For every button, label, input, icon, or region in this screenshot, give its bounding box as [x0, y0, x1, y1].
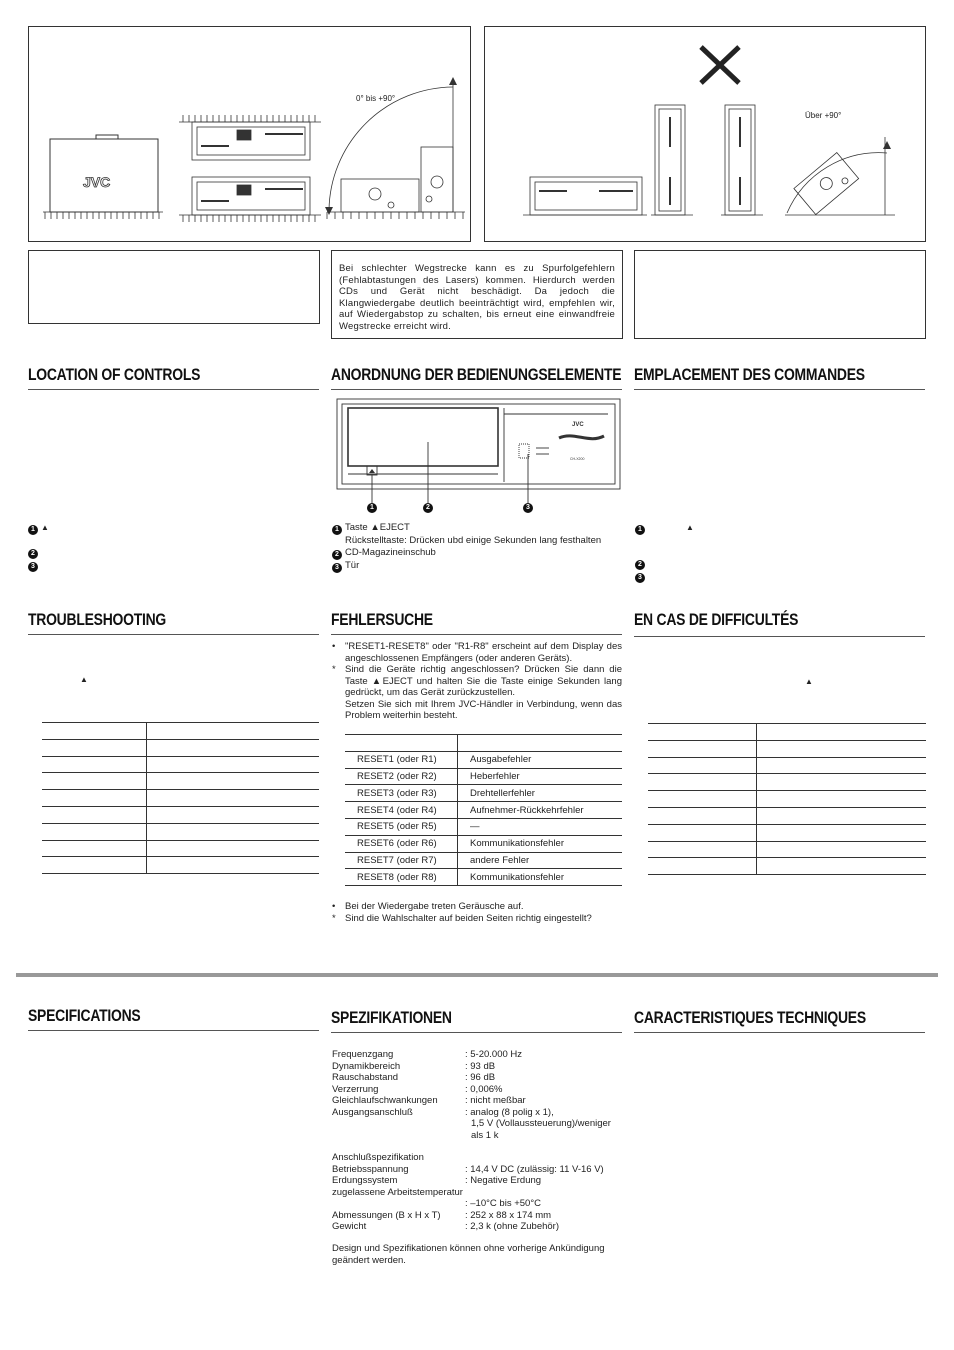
table-row: RESET4 (oder R4) Aufnehmer-Rückkehrfehler: [345, 802, 622, 819]
error-table-en: [42, 722, 319, 874]
legend-reset-desc: Rückstelltaste: Drücken ubd einige Sekunden lang festhalten: [345, 535, 602, 546]
notice-box-fr: [634, 250, 926, 339]
callout-3: 3: [523, 503, 533, 513]
spec-value: : 0,006%: [465, 1083, 503, 1095]
spec-row: Betriebsspannung: [332, 1163, 409, 1175]
spec-value: : 14,4 V DC (zulässig: 11 V-16 V): [465, 1163, 604, 1175]
section-separator: [16, 973, 938, 977]
eject-icon: ▲: [41, 523, 49, 532]
controls-legend-de: 1 Taste ▲EJECT Rückstelltaste: Drücken ubd einige Sekunden lang festhalten 2 CD-Magazineinschub 3 Tür: [332, 522, 601, 573]
divider: [28, 389, 319, 390]
heading-spezifikationen: SPEZIFIKATIONEN: [331, 1008, 452, 1027]
trouble-text-de: • "RESET1-RESET8" oder "R1-R8" erscheint auf dem Display des angeschlossenen Empfängers (oder anderen Geräts). * Sind die Geräte richtig angeschlossen? Drücken Sie dann die Taste ▲EJECT und halten Sie die Taste einige Sekunden lang gedrückt, um das Gerät zurückzustellen. Setzen Sie sich mit Ihrem JVC-Händler in Verbindung, wenn das Problem weiterhin besteht.: [332, 641, 622, 721]
spec-value: : 93 dB: [465, 1060, 496, 1072]
spec-row: Abmessungen (B x H x T): [332, 1209, 441, 1221]
legend-magazine-slot: CD-Magazineinschub: [345, 546, 436, 558]
trouble-noise-de: • Bei der Wiedergabe treten Geräusche auf. * Sind die Wahlschalter auf beiden Seiten richtig eingestellt?: [332, 901, 592, 924]
eject-icon: ▲: [80, 675, 88, 684]
table-row: RESET1 (oder R1) Ausgabefehler: [345, 751, 622, 768]
controls-legend-en: 1 ▲ 2 3: [28, 522, 49, 572]
spec-row: Frequenzgang: [332, 1049, 394, 1060]
table-row: RESET5 (oder R5) —: [345, 818, 622, 835]
callout-1: 1: [367, 503, 377, 513]
symptom-noise: Bei der Wiedergabe treten Geräusche auf.: [345, 901, 524, 912]
spec-list-de: [332, 1049, 624, 1269]
divider: [28, 1030, 319, 1031]
spec-row: Gleichlaufschwankungen: [332, 1095, 438, 1106]
unit-brand-logo: JVC: [572, 422, 584, 428]
divider: [331, 634, 622, 635]
spec-row: Erdungssystem: [332, 1175, 398, 1186]
notice-box-de: [331, 250, 623, 339]
spec-disclaimer: Design und Spezifikationen können ohne vorherige Ankündigung geändert werden.: [332, 1243, 605, 1266]
incorrect-mounting-illustration: [485, 27, 925, 241]
spec-value: : Negative Erdung: [465, 1175, 542, 1186]
mounting-diagram-right: [484, 26, 926, 242]
spec-value: : 252 x 88 x 174 mm: [465, 1209, 552, 1221]
eject-icon: ▲: [805, 677, 813, 686]
spec-value: als 1 k: [471, 1129, 499, 1141]
spec-value: : 2,3 k (ohne Zubehör): [465, 1221, 559, 1232]
spec-row: Ausgangsanschluß: [332, 1106, 413, 1118]
controls-legend-fr: 1 ▲ 2 3: [635, 522, 694, 583]
table-row: RESET2 (oder R2) Heberfehler: [345, 768, 622, 785]
spec-row: Rauschabstand: [332, 1072, 399, 1083]
callout-2: 2: [423, 503, 433, 513]
heading-location-of-controls: LOCATION OF CONTROLS: [28, 365, 201, 384]
legend-door: Tür: [345, 559, 360, 571]
spec-row: Verzerrung: [332, 1083, 379, 1095]
notice-box-en: [28, 250, 320, 324]
jvc-logo: JVC: [83, 174, 111, 190]
heading-fehlersuche: FEHLERSUCHE: [331, 610, 433, 629]
magazine-slot: [348, 408, 498, 466]
error-table-de: [345, 734, 622, 886]
table-row: RESET3 (oder R3) Drehtellerfehler: [345, 785, 622, 802]
cross-icon: [701, 47, 739, 83]
remedy-contact-dealer: Setzen Sie sich mit Ihrem JVC-Händler in Verbindung, wenn das Problem weiterhin besteht.: [345, 698, 622, 721]
mounting-angle-illustration: [29, 27, 470, 241]
divider: [634, 636, 925, 637]
mounting-diagram-left: [28, 26, 471, 242]
angle-label: 0° bis +90°: [356, 94, 396, 103]
spec-row: Gewicht: [332, 1221, 367, 1232]
spec-value: : –10°C bis +50°C: [465, 1198, 541, 1209]
spec-value: : 96 dB: [465, 1072, 496, 1083]
cd-changer-front-panel: [334, 396, 624, 516]
error-table-fr: [648, 723, 926, 875]
divider: [331, 389, 622, 390]
divider: [634, 389, 925, 390]
divider: [331, 1032, 622, 1033]
divider: [634, 1032, 925, 1033]
remedy-reset: Sind die Geräte richtig angeschlossen? Drücken Sie dann die Taste ▲EJECT und halten Sie die Taste einige Sekunden lang gedrückt, um das Gerät zurückzustellen.: [345, 664, 622, 698]
heading-caracteristiques: CARACTERISTIQUES TECHNIQUES: [634, 1008, 866, 1027]
heading-troubleshooting: TROUBLESHOOTING: [28, 610, 167, 629]
heading-en-cas-de-difficultes: EN CAS DE DIFFICULTÉS: [634, 610, 799, 629]
remedy-switches: Sind die Wahlschalter auf beiden Seiten richtig eingestellt?: [345, 912, 592, 924]
notice-text-de: Bei schlechter Wegstrecke kann es zu Spurfolgefehlern (Fehlabtastungen des Lasers) kommen. Hierdurch werden CDs und Gerät nicht beschädigt. Da jedoch die Klangwiedergabe deutlich beeinträchtigt wird, empfehlen wir, auf Wiedergabstop zu schalten, bis erneut eine einwandfreie Wegstrecke erreicht wird.: [339, 263, 615, 332]
table-row: RESET7 (oder R7) andere Fehler: [345, 852, 622, 869]
divider: [28, 634, 319, 635]
heading-specifications: SPECIFICATIONS: [28, 1006, 141, 1025]
spec-value: : 5-20.000 Hz: [465, 1049, 523, 1060]
spec-value: : analog (8 polig x 1),: [465, 1106, 554, 1118]
angle-label-over: Über +90°: [805, 111, 842, 120]
spec-row: Dynamikbereich: [332, 1060, 401, 1072]
table-row: RESET8 (oder R8) Kommunikationsfehler: [345, 869, 622, 886]
heading-emplacement: EMPLACEMENT DES COMMANDES: [634, 365, 865, 384]
spec-value: : nicht meßbar: [465, 1095, 526, 1106]
eject-icon: [369, 469, 375, 473]
eject-icon: ▲: [686, 523, 694, 532]
spec-row: Anschlußspezifikation: [332, 1152, 424, 1163]
table-row: RESET6 (oder R6) Kommunikationsfehler: [345, 835, 622, 852]
heading-anordnung: ANORDNUNG DER BEDIENUNGSELEMENTE: [331, 365, 622, 384]
unit-model-label: CH-X200: [570, 457, 585, 461]
spec-value: 1,5 V (Vollaussteuerung)/weniger: [471, 1118, 611, 1129]
symptom-reset: "RESET1-RESET8" oder "R1-R8" erscheint auf dem Display des angeschlossenen Empfängers (oder anderen Geräts).: [345, 641, 622, 664]
legend-eject-button: Taste ▲EJECT: [345, 522, 410, 533]
spec-row: zugelassene Arbeitstemperatur: [332, 1186, 463, 1198]
